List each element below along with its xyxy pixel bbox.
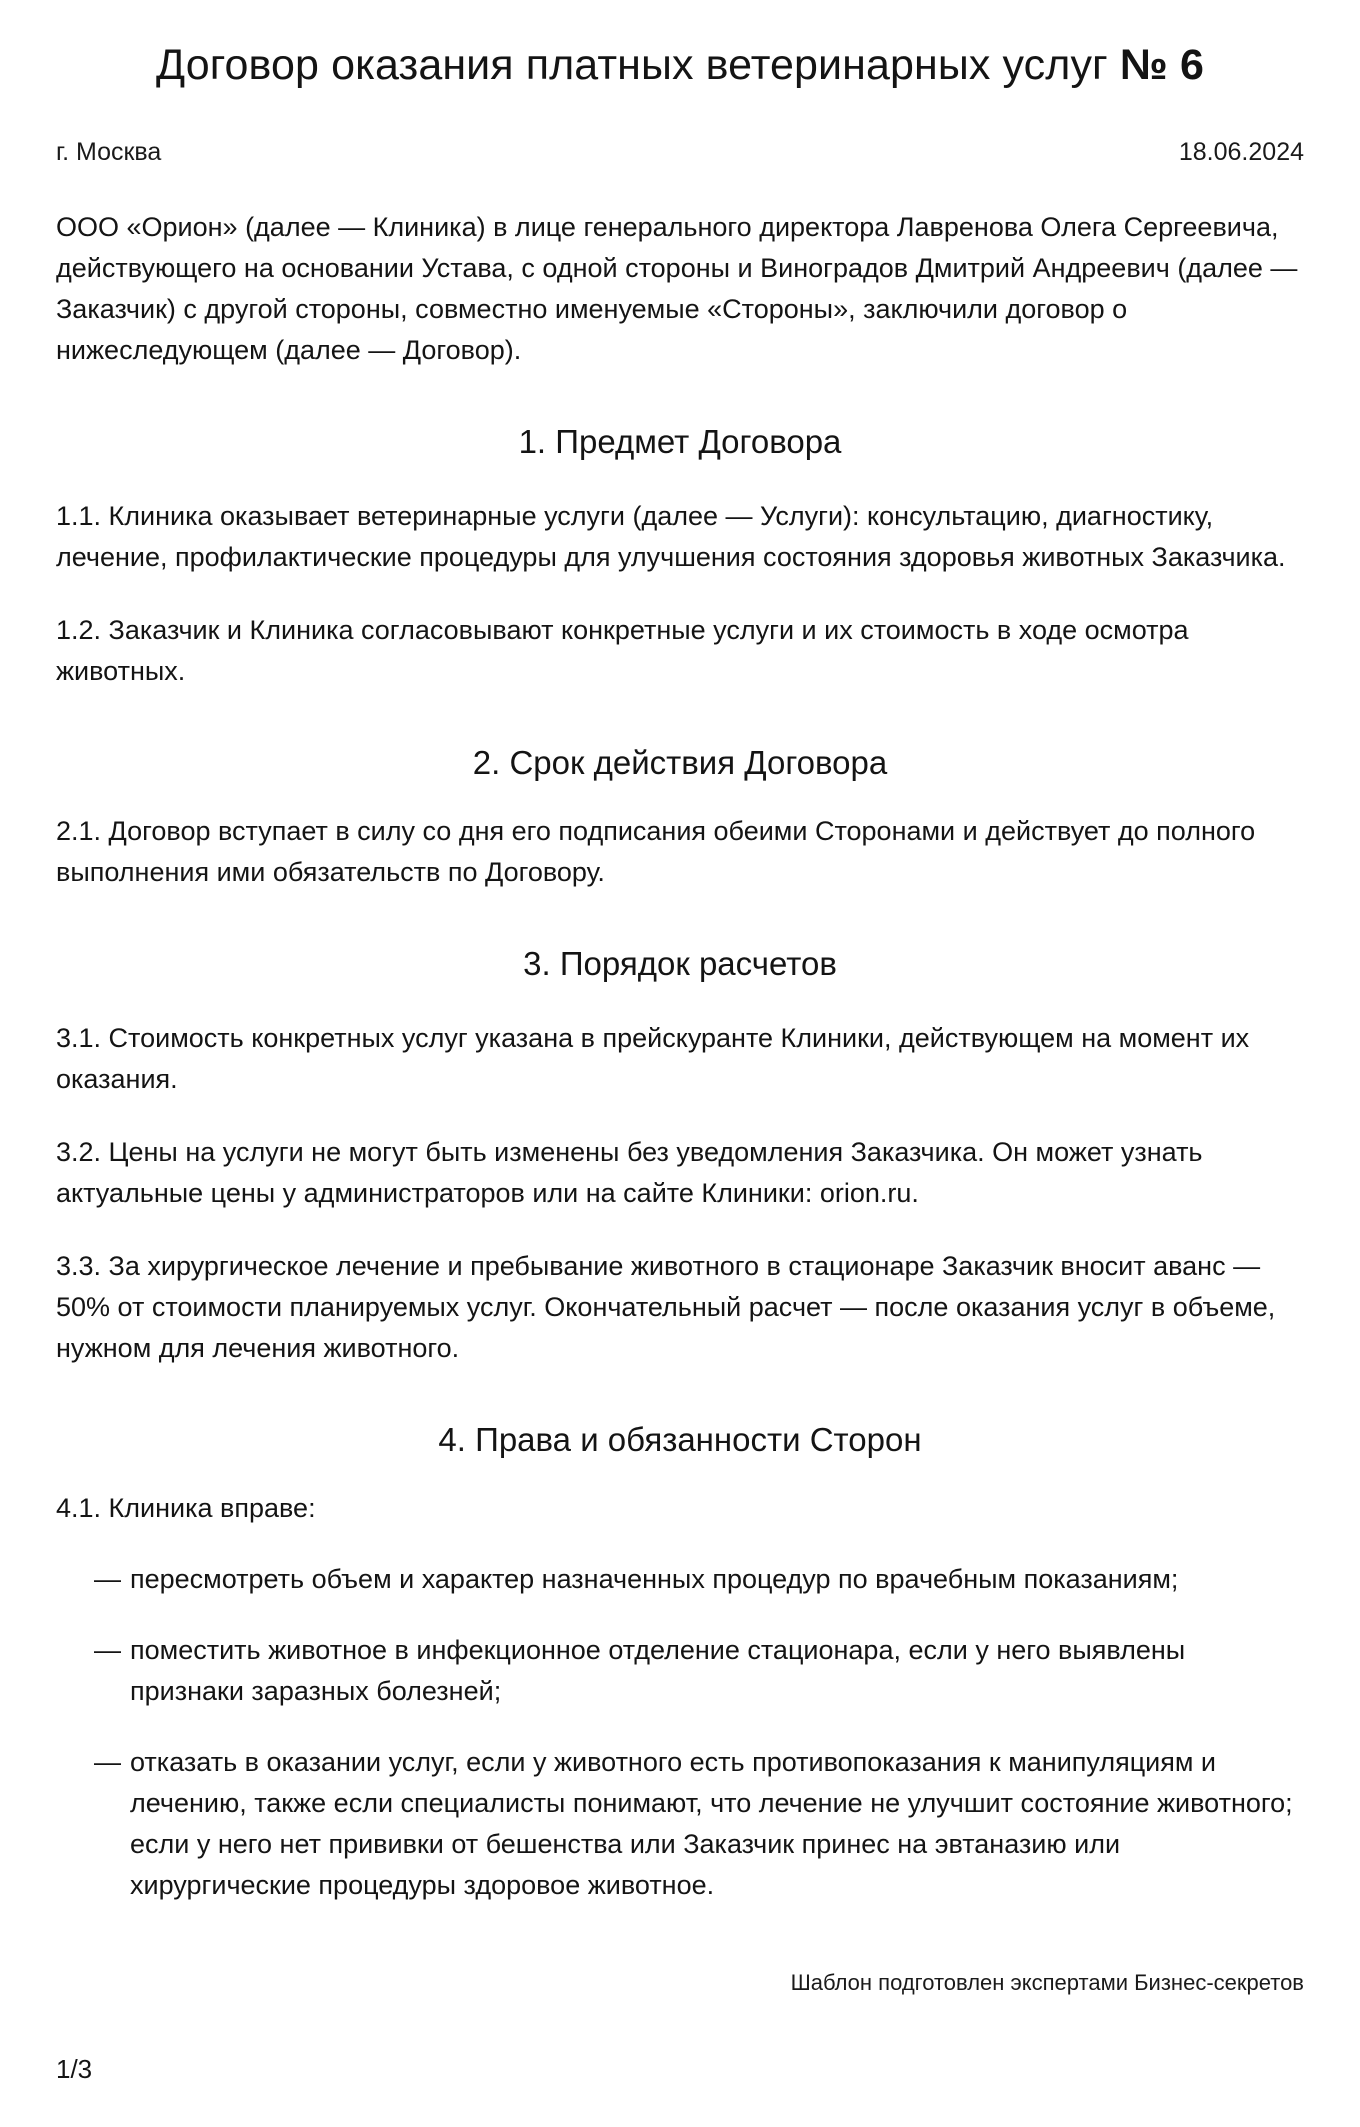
list-item — [56, 1742, 1304, 1906]
clause-1-2: 1.2. Заказчик и Клиника согласовывают конкретные услуги и их стоимость в ходе осмотра животных. — [56, 614, 1189, 686]
template-credit-note: Шаблон подготовлен экспертами Бизнес-секретов — [790, 1970, 1304, 1995]
page-title-number: № 6 — [1119, 41, 1204, 89]
section-heading-4: 4. Права и обязанности Сторон — [438, 1420, 922, 1458]
intro-paragraph: ООО «Орион» (далее — Клиника) в лице генерального директора Лавренова Олега Сергеевича, действующего на основании Устава, с одной стороны и Виноградов Дмитрий Андреевич (далее — Заказчик) с другой стороны, совместно именуемые «Стороны», заключили договор о нижеследующем (далее — Договор). — [56, 211, 1298, 365]
section-heading-1: 1. Предмет Договора — [518, 422, 842, 460]
list-item-text: поместить животное в инфекционное отделение стационара, если у него выявлены признаки заразных болезней; — [130, 1634, 1186, 1706]
page-title — [56, 40, 1304, 91]
clause-3-2: 3.2. Цены на услуги не могут быть изменены без уведомления Заказчика. Он может узнать актуальные цены у администраторов или на сайте Клиники: orion.ru. — [56, 1136, 1203, 1208]
rights-list — [56, 1559, 1304, 1906]
document-meta — [56, 138, 1304, 167]
list-item-text: пересмотреть объем и характер назначенных процедур по врачебным показаниям; — [130, 1563, 1179, 1594]
page-number: 1/3 — [56, 2054, 93, 2084]
section-heading-3: 3. Порядок расчетов — [523, 944, 837, 982]
page-title-text: Договор оказания платных ветеринарных услуг — [155, 41, 1108, 89]
clause-3-3: 3.3. За хирургическое лечение и пребывание животного в стационаре Заказчик вносит аванс — 50% от стоимости планируемых услуг. Окончательный расчет — после оказания услуг в объеме, нужном для лечения животного. — [56, 1250, 1276, 1363]
city-label: г. Москва — [56, 137, 162, 166]
clause-1-1: 1.1. Клиника оказывает ветеринарные услуги (далее — Услуги): консультацию, диагностику, лечение, профилактические процедуры для улучшения состояния здоровья животных Заказчика. — [56, 500, 1286, 572]
bullet-dash-icon: — — [94, 1634, 121, 1665]
list-item — [56, 1630, 1304, 1712]
list-item-text: отказать в оказании услуг, если у животного есть противопоказания к манипуляциям и лечению, также если специалисты понимают, что лечение не улучшит состояние животного; если у него нет прививки от бешенства или Заказчик принес на эвтаназию или хирургические процедуры здоровое животное. — [130, 1746, 1293, 1901]
date-label: 18.06.2024 — [1178, 137, 1304, 166]
list-item — [56, 1559, 1304, 1600]
clause-4-1: 4.1. Клиника вправе: — [56, 1492, 316, 1523]
clause-3-1: 3.1. Стоимость конкретных услуг указана в прейскуранте Клиники, действующем на момент их оказания. — [56, 1022, 1250, 1094]
bullet-dash-icon: — — [94, 1563, 121, 1594]
clause-2-1: 2.1. Договор вступает в силу со дня его подписания обеими Сторонами и действует до полного выполнения ими обязательств по Договору. — [56, 815, 1256, 887]
section-heading-2: 2. Срок действия Договора — [472, 743, 888, 781]
bullet-dash-icon: — — [94, 1746, 121, 1777]
